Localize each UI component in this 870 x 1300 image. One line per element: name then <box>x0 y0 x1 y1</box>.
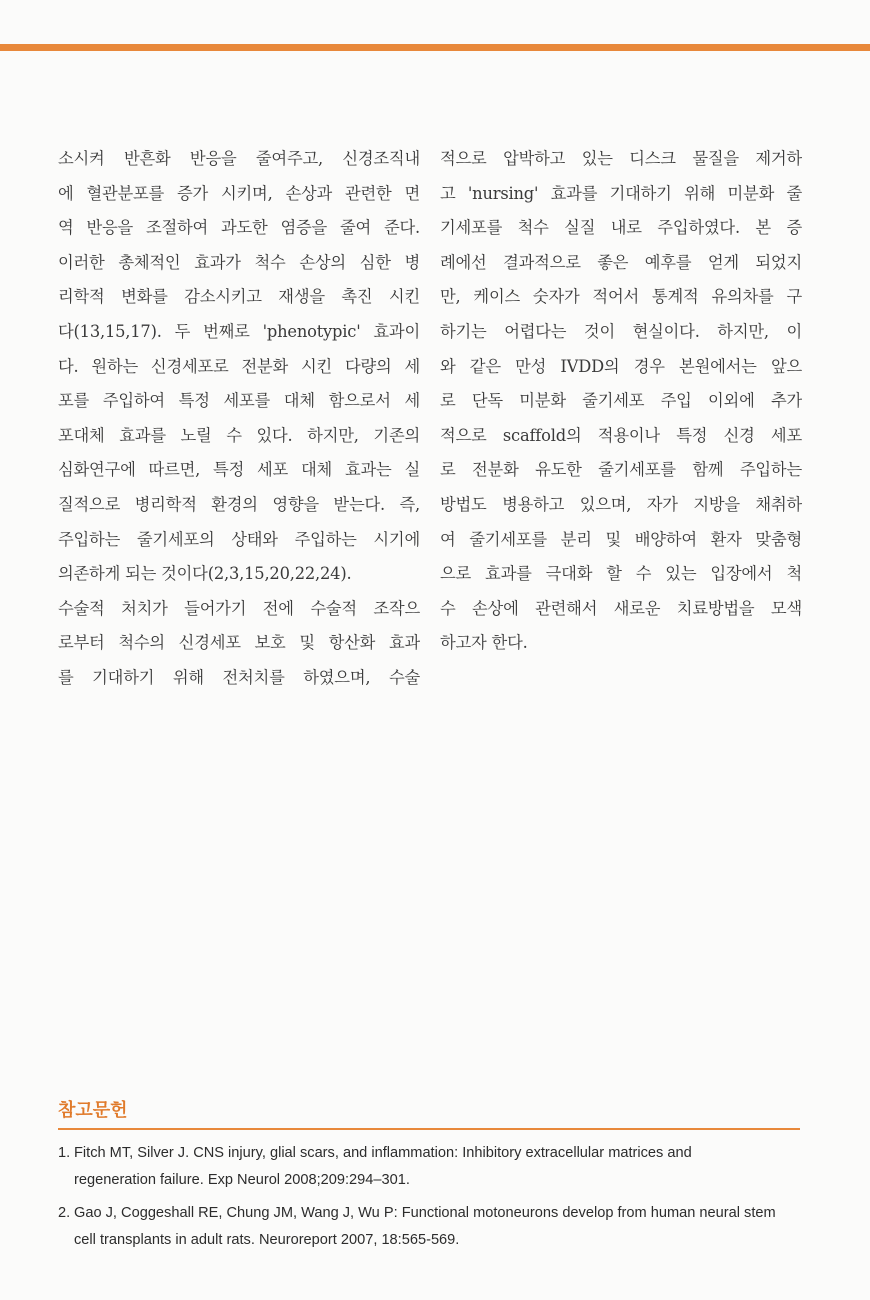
references-list <box>58 1140 804 1260</box>
reference-item <box>58 1140 804 1194</box>
text-line: 다(13,15,17). 두 번째로 'phenotypic' 효과이 <box>58 321 420 341</box>
text-line: 심화연구에 따르면, 특정 세포 대체 효과는 실 <box>58 460 420 480</box>
text-line: 를 기대하기 위해 전처치를 하였으며, 수술 <box>58 667 420 687</box>
text-line: 포를 주입하여 특정 세포를 대체 함으로서 세 <box>58 391 420 411</box>
text-line: 이러한 총체적인 효과가 척수 손상의 심한 병 <box>58 252 420 272</box>
text-line: 만, 케이스 숫자가 적어서 통계적 유의차를 구 <box>440 287 802 307</box>
reference-text-continued: cell transplants in adult rats. Neuroreport 2007, 18:565-569. <box>74 1232 460 1248</box>
text-line: 질적으로 병리학적 환경의 영향을 받는다. 즉, <box>58 494 420 514</box>
text-line: 다. 원하는 신경세포로 전분화 시킨 다량의 세 <box>58 356 420 376</box>
top-accent-bar <box>0 44 870 51</box>
text-line: 적으로 압박하고 있는 디스크 물질을 제거하 <box>440 149 802 168</box>
text-line: 하기는 어렵다는 것이 현실이다. 하지만, 이 <box>440 321 802 341</box>
text-line: 여 줄기세포를 분리 및 배양하여 환자 맞춤형 <box>440 529 802 549</box>
reference-text: Gao J, Coggeshall RE, Chung JM, Wang J, Wu P: Functional motoneurons develop from human neural stem <box>74 1205 776 1221</box>
body-text-left-column <box>58 142 420 696</box>
text-line: 수술적 처치가 들어가기 전에 수술적 조작으 <box>58 598 420 618</box>
text-line: 역 반응을 조절하여 과도한 염증을 줄여 준다. <box>58 218 420 238</box>
text-line: 으로 효과를 극대화 할 수 있는 입장에서 척 <box>440 564 802 584</box>
text-line: 로부터 척수의 신경세포 보호 및 항산화 효과 <box>58 633 420 653</box>
reference-text-continued: regeneration failure. Exp Neurol 2008;209:294–301. <box>74 1172 410 1188</box>
references-heading: 참고문헌 <box>58 1100 128 1121</box>
text-line: 주입하는 줄기세포의 상태와 주입하는 시기에 <box>58 529 420 549</box>
text-line: 소시켜 반흔화 반응을 줄여주고, 신경조직내 <box>58 149 420 168</box>
reference-item <box>58 1200 804 1254</box>
text-line: 하고자 한다. <box>440 633 528 653</box>
reference-first-line <box>58 1200 804 1227</box>
body-text-right-column <box>440 142 802 661</box>
reference-number: 1. <box>58 1145 71 1161</box>
text-line: 수 손상에 관련해서 새로운 치료방법을 모색 <box>440 598 802 618</box>
text-line: 례에선 결과적으로 좋은 예후를 얻게 되었지 <box>440 252 802 272</box>
text-line: 기세포를 척수 실질 내로 주입하였다. 본 증 <box>440 218 802 238</box>
reference-first-line <box>58 1140 804 1167</box>
text-line: 로 전분화 유도한 줄기세포를 함께 주입하는 <box>440 460 802 480</box>
text-line: 포대체 효과를 노릴 수 있다. 하지만, 기존의 <box>58 425 420 445</box>
text-line: 고 'nursing' 효과를 기대하기 위해 미분화 줄 <box>440 183 802 203</box>
references-divider <box>58 1128 800 1130</box>
text-line: 리학적 변화를 감소시키고 재생을 촉진 시킨 <box>58 287 420 307</box>
text-line: 로 단독 미분화 줄기세포 주입 이외에 추가 <box>440 391 802 411</box>
text-line: 에 혈관분포를 증가 시키며, 손상과 관련한 면 <box>58 183 420 203</box>
text-line: 방법도 병용하고 있으며, 자가 지방을 채취하 <box>440 494 802 514</box>
reference-text: Fitch MT, Silver J. CNS injury, glial scars, and inflammation: Inhibitory extracellular matrices and <box>74 1145 692 1161</box>
text-line: 의존하게 되는 것이다(2,3,15,20,22,24). <box>58 564 352 584</box>
text-line: 와 같은 만성 IVDD의 경우 본원에서는 앞으 <box>440 356 802 376</box>
reference-number: 2. <box>58 1205 71 1221</box>
text-line: 적으로 scaffold의 적용이나 특정 신경 세포 <box>440 425 802 445</box>
